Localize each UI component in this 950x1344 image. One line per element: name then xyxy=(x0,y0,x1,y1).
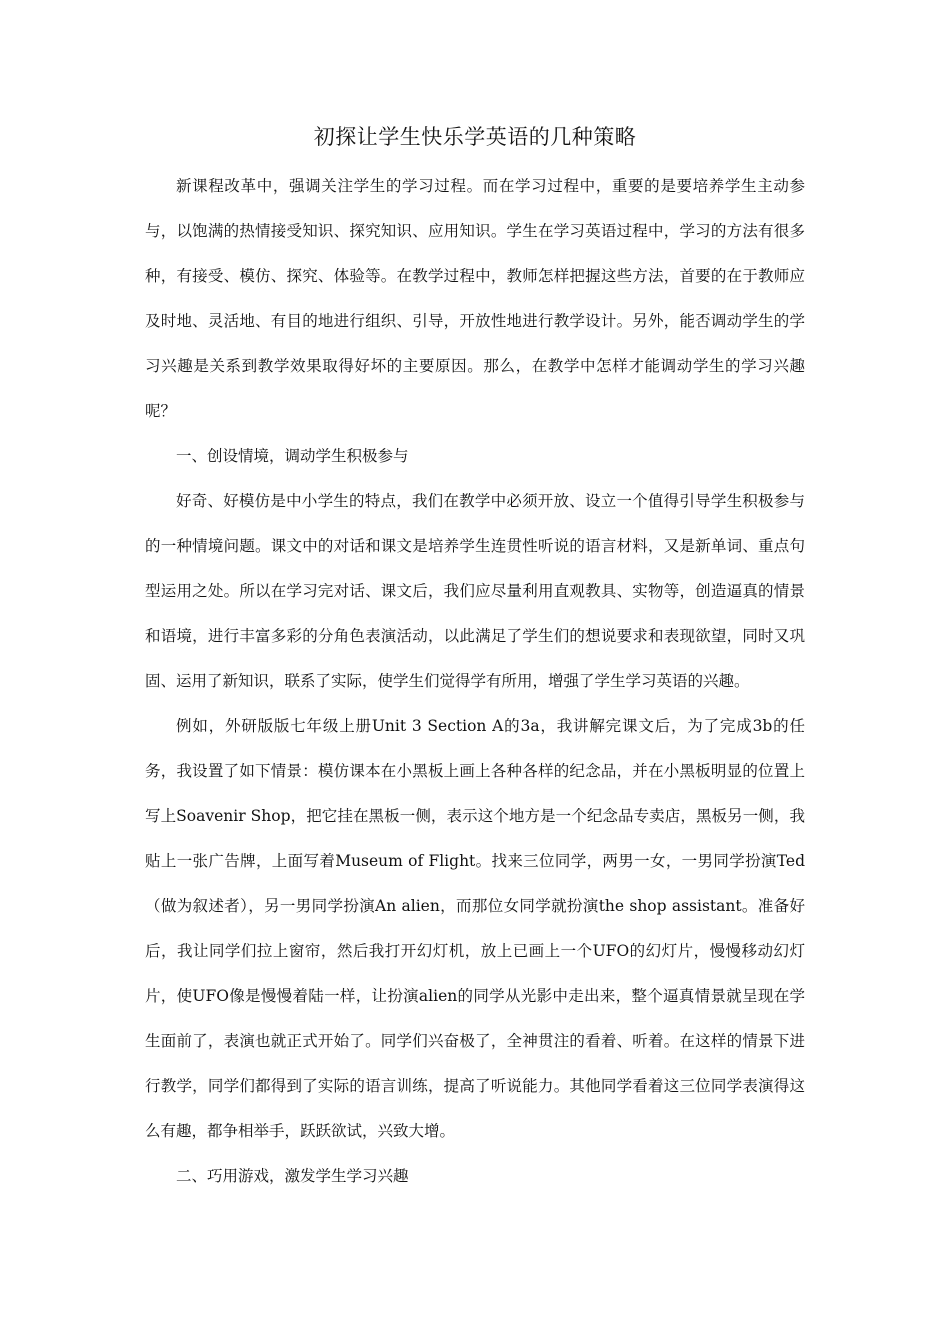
section-heading-1: 一、创设情境，调动学生积极参与 xyxy=(176,447,409,465)
document-title: 初探让学生快乐学英语的几种策略 xyxy=(313,125,637,149)
document-body xyxy=(145,164,805,1199)
paragraph-example: 例如，外研版版七年级上册Unit 3 Section A的3a，我讲解完课文后，为了完成3b的任务，我设置了如下情景：模仿课本在小黑板上画上各种各样的纪念品，并在小黑板明显的位置上写上Soavenir Shop，把它挂在黑板一侧，表示这个地方是一个纪念品专卖店，黑板另一侧，我贴上一张广告牌，上面写着Museum of Flight。找来三位同学，两男一女，一男同学扮演Ted（做为叙述者），另一男同学扮演An alien，而那位女同学就扮演the shop assistant。准备好后，我让同学们拉上窗帘，然后我打开幻灯机，放上已画上一个UFO的幻灯片，慢慢移动幻灯片，使UFO像是慢慢着陆一样，让扮演alien的同学从光影中走出来，整个逼真情景就呈现在学生面前了，表演也就正式开始了。同学们兴奋极了，全神贯注的看着、听着。在这样的情景下进行教学，同学们都得到了实际的语言训练，提高了听说能力。其他同学看着这三位同学表演得这么有趣，都争相举手，跃跃欲试，兴致大增。 xyxy=(145,717,805,1140)
paragraph-section-1: 好奇、好模仿是中小学生的特点，我们在教学中必须开放、设立一个值得引导学生积极参与的一种情境问题。课文中的对话和课文是培养学生连贯性听说的语言材料，又是新单词、重点句型运用之处。所以在学习完对话、课文后，我们应尽量利用直观教具、实物等，创造逼真的情景和语境，进行丰富多彩的分角色表演活动，以此满足了学生们的想说要求和表现欲望，同时又巩固、运用了新知识，联系了实际，使学生们觉得学有所用，增强了学生学习英语的兴趣。 xyxy=(145,492,805,690)
paragraph-intro: 新课程改革中，强调关注学生的学习过程。而在学习过程中，重要的是要培养学生主动参与，以饱满的热情接受知识、探究知识、应用知识。学生在学习英语过程中，学习的方法有很多种，有接受、模仿、探究、体验等。在教学过程中，教师怎样把握这些方法，首要的在于教师应及时地、灵活地、有目的地进行组织、引导，开放性地进行教学设计。另外，能否调动学生的学习兴趣是关系到教学效果取得好坏的主要原因。那么，在教学中怎样才能调动学生的学习兴趣呢？ xyxy=(145,177,805,420)
section-heading-2: 二、巧用游戏，激发学生学习兴趣 xyxy=(176,1167,409,1185)
